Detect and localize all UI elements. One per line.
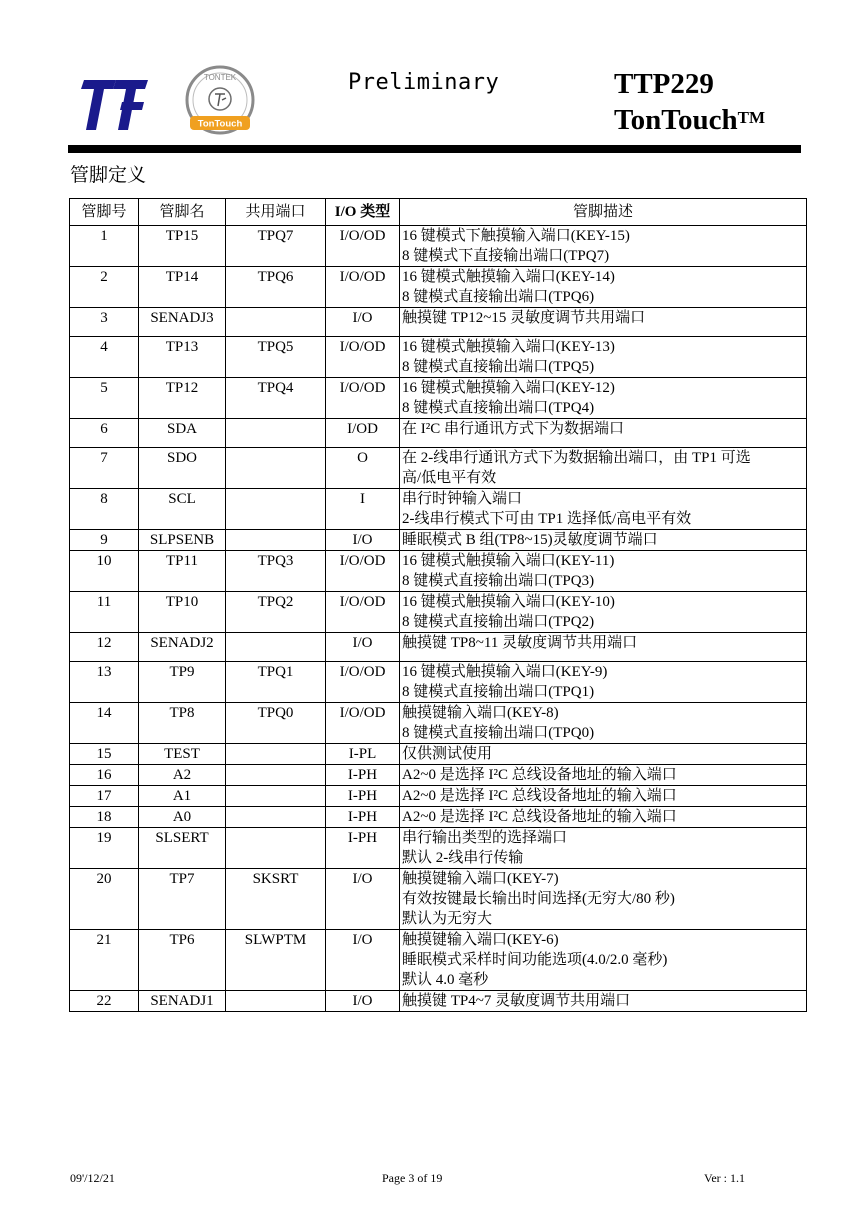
preliminary-label: Preliminary <box>348 70 500 95</box>
table-row <box>70 308 807 337</box>
pin-number-cell: 3 <box>70 308 139 337</box>
header-divider <box>68 145 801 153</box>
io-type-cell: I/O <box>326 308 400 337</box>
shared-port-cell: TPQ6 <box>226 267 326 308</box>
io-type-cell: I/O <box>326 530 400 551</box>
pin-name-cell: TP13 <box>139 337 226 378</box>
description-line: 8 键模式直接输出端口(TPQ2) <box>402 614 595 630</box>
shared-port-cell <box>226 308 326 337</box>
pin-number-cell: 7 <box>70 448 139 489</box>
table-row <box>70 869 807 930</box>
header-shared-port: 共用端口 <box>226 199 326 226</box>
description-cell <box>400 807 807 828</box>
description-line: 串行输出类型的选择端口 <box>402 830 568 846</box>
pin-definition-table <box>69 198 807 1012</box>
table-row <box>70 633 807 662</box>
shared-port-cell: TPQ1 <box>226 662 326 703</box>
table-row <box>70 419 807 448</box>
pin-name-cell: SENADJ1 <box>139 991 226 1012</box>
shared-port-cell <box>226 828 326 869</box>
shared-port-cell <box>226 765 326 786</box>
tontouch-badge-text: TonTouch <box>197 118 243 130</box>
io-type-cell: I/O <box>326 930 400 991</box>
description-cell <box>400 378 807 419</box>
description-cell <box>400 448 807 489</box>
shared-port-cell: TPQ3 <box>226 551 326 592</box>
description-line: 默认 2-线串行传输 <box>402 850 524 866</box>
pin-name-cell: TEST <box>139 744 226 765</box>
shared-port-cell <box>226 786 326 807</box>
table-row <box>70 786 807 807</box>
pin-name-cell: A2 <box>139 765 226 786</box>
description-cell <box>400 337 807 378</box>
description-cell <box>400 489 807 530</box>
description-line: A2~0 是选择 I²C 总线设备地址的输入端口 <box>402 767 677 783</box>
description-cell <box>400 551 807 592</box>
table-row <box>70 703 807 744</box>
product-title <box>614 66 765 138</box>
description-line: 8 键模式直接输出端口(TPQ3) <box>402 573 595 589</box>
io-type-cell: I/O <box>326 869 400 930</box>
footer-page: Page 3 of 19 <box>382 1171 443 1185</box>
description-cell <box>400 869 807 930</box>
description-cell <box>400 786 807 807</box>
description-cell <box>400 419 807 448</box>
description-cell <box>400 226 807 267</box>
description-line: 16 键模式下触摸输入端口(KEY-15) <box>402 228 630 244</box>
product-model: TTP229 <box>614 68 714 100</box>
description-line: 触摸键 TP8~11 灵敏度调节共用端口 <box>402 635 638 651</box>
footer-date: 09'/12/21 <box>70 1171 115 1185</box>
pin-name-cell: TP14 <box>139 267 226 308</box>
io-type-cell: I-PH <box>326 807 400 828</box>
description-cell <box>400 744 807 765</box>
pin-number-cell: 22 <box>70 991 139 1012</box>
shared-port-cell <box>226 807 326 828</box>
pin-name-cell: SENADJ3 <box>139 308 226 337</box>
io-type-cell: I/O/OD <box>326 378 400 419</box>
description-line: 16 键模式触摸输入端口(KEY-10) <box>402 594 615 610</box>
description-line: 在 2-线串行通讯方式下为数据输出端口，由 TP1 可选 <box>402 450 751 466</box>
pin-number-cell: 19 <box>70 828 139 869</box>
product-brand: TonTouch™ <box>614 104 766 136</box>
pin-name-cell: A0 <box>139 807 226 828</box>
description-line: 16 键模式触摸输入端口(KEY-9) <box>402 664 608 680</box>
description-line: 8 键模式直接输出端口(TPQ1) <box>402 684 595 700</box>
io-type-cell: I/O/OD <box>326 337 400 378</box>
header-pin-name: 管脚名 <box>139 199 226 226</box>
header-pin-no: 管脚号 <box>70 199 139 226</box>
io-type-cell: I/O/OD <box>326 551 400 592</box>
io-type-cell: I/O/OD <box>326 267 400 308</box>
row-spacer <box>402 653 803 661</box>
io-type-cell: I/O/OD <box>326 703 400 744</box>
description-line: A2~0 是选择 I²C 总线设备地址的输入端口 <box>402 809 677 825</box>
row-spacer <box>402 439 803 447</box>
pin-name-cell: TP8 <box>139 703 226 744</box>
io-type-cell: I/O/OD <box>326 226 400 267</box>
pin-number-cell: 18 <box>70 807 139 828</box>
description-cell <box>400 530 807 551</box>
table-row <box>70 828 807 869</box>
table-row <box>70 744 807 765</box>
description-line: 串行时钟输入端口 <box>402 491 523 507</box>
table-body <box>70 226 807 1012</box>
description-line: 高/低电平有效 <box>402 470 497 486</box>
pin-number-cell: 21 <box>70 930 139 991</box>
io-type-cell: O <box>326 448 400 489</box>
shared-port-cell <box>226 530 326 551</box>
pin-name-cell: TP9 <box>139 662 226 703</box>
pin-number-cell: 12 <box>70 633 139 662</box>
pin-number-cell: 1 <box>70 226 139 267</box>
description-line: 触摸键输入端口(KEY-8) <box>402 705 559 721</box>
pin-name-cell: A1 <box>139 786 226 807</box>
table-row <box>70 267 807 308</box>
io-type-cell: I/O <box>326 633 400 662</box>
pin-number-cell: 13 <box>70 662 139 703</box>
shared-port-cell: TPQ2 <box>226 592 326 633</box>
table-row <box>70 765 807 786</box>
shared-port-cell <box>226 633 326 662</box>
io-type-cell: I/O <box>326 991 400 1012</box>
table-header-row <box>70 199 807 226</box>
table-row <box>70 592 807 633</box>
pin-number-cell: 6 <box>70 419 139 448</box>
table-row <box>70 448 807 489</box>
pin-name-cell: SLSERT <box>139 828 226 869</box>
header-io-type: I/O 类型 <box>326 199 400 226</box>
shared-port-cell: SLWPTM <box>226 930 326 991</box>
description-line: 16 键模式触摸输入端口(KEY-14) <box>402 269 615 285</box>
table-row <box>70 807 807 828</box>
description-line: 在 I²C 串行通讯方式下为数据端口 <box>402 421 624 437</box>
table-row <box>70 991 807 1012</box>
pin-name-cell: TP11 <box>139 551 226 592</box>
table-row <box>70 226 807 267</box>
pin-name-cell: SDO <box>139 448 226 489</box>
io-type-cell: I/OD <box>326 419 400 448</box>
description-line: 默认 4.0 毫秒 <box>402 972 489 988</box>
shared-port-cell <box>226 419 326 448</box>
io-type-cell: I-PL <box>326 744 400 765</box>
description-line: 有效按键最长输出时间选择(无穷大/80 秒) <box>402 891 675 907</box>
pin-name-cell: TP12 <box>139 378 226 419</box>
pin-number-cell: 4 <box>70 337 139 378</box>
description-cell <box>400 765 807 786</box>
description-cell <box>400 633 807 662</box>
shared-port-cell: SKSRT <box>226 869 326 930</box>
trademark-mark: TM <box>737 108 766 127</box>
io-type-cell: I/O/OD <box>326 662 400 703</box>
description-line: 触摸键 TP12~15 灵敏度调节共用端口 <box>402 310 646 326</box>
shared-port-cell: TPQ0 <box>226 703 326 744</box>
io-type-cell: I/O/OD <box>326 592 400 633</box>
table-row <box>70 378 807 419</box>
section-title: 管脚定义 <box>70 165 147 186</box>
tontouch-badge-logo <box>184 64 256 136</box>
shared-port-cell: TPQ5 <box>226 337 326 378</box>
description-line: 睡眠模式 B 组(TP8~15)灵敏度调节端口 <box>402 532 658 548</box>
pin-number-cell: 5 <box>70 378 139 419</box>
pin-name-cell: TP10 <box>139 592 226 633</box>
description-line: 8 键模式直接输出端口(TPQ0) <box>402 725 595 741</box>
pin-number-cell: 8 <box>70 489 139 530</box>
description-cell <box>400 991 807 1012</box>
row-spacer <box>402 328 803 336</box>
description-cell <box>400 662 807 703</box>
io-type-cell: I-PH <box>326 786 400 807</box>
tontek-logo-text: TONTEK <box>203 73 237 82</box>
description-cell <box>400 267 807 308</box>
description-cell <box>400 308 807 337</box>
pin-name-cell: SCL <box>139 489 226 530</box>
io-type-cell: I-PH <box>326 828 400 869</box>
pin-number-cell: 10 <box>70 551 139 592</box>
description-line: A2~0 是选择 I²C 总线设备地址的输入端口 <box>402 788 677 804</box>
pin-number-cell: 9 <box>70 530 139 551</box>
description-line: 16 键模式触摸输入端口(KEY-11) <box>402 553 615 569</box>
pin-number-cell: 14 <box>70 703 139 744</box>
pin-number-cell: 15 <box>70 744 139 765</box>
description-line: 睡眠模式采样时间功能选项(4.0/2.0 毫秒) <box>402 952 668 968</box>
pin-number-cell: 17 <box>70 786 139 807</box>
description-cell <box>400 930 807 991</box>
pin-name-cell: TP15 <box>139 226 226 267</box>
pin-name-cell: TP7 <box>139 869 226 930</box>
shared-port-cell <box>226 744 326 765</box>
description-line: 默认为无穷大 <box>402 911 493 927</box>
io-type-cell: I-PH <box>326 765 400 786</box>
pin-name-cell: SDA <box>139 419 226 448</box>
shared-port-cell: TPQ7 <box>226 226 326 267</box>
table-row <box>70 530 807 551</box>
description-line: 2-线串行模式下可由 TP1 选择低/高电平有效 <box>402 511 692 527</box>
description-line: 仅供测试使用 <box>402 746 493 762</box>
pin-number-cell: 2 <box>70 267 139 308</box>
description-line: 触摸键 TP4~7 灵敏度调节共用端口 <box>402 993 631 1009</box>
description-line: 8 键模式直接输出端口(TPQ4) <box>402 400 595 416</box>
description-line: 8 键模式直接输出端口(TPQ6) <box>402 289 595 305</box>
shared-port-cell <box>226 489 326 530</box>
table-row <box>70 930 807 991</box>
description-line: 16 键模式触摸输入端口(KEY-12) <box>402 380 615 396</box>
description-cell <box>400 828 807 869</box>
description-line: 触摸键输入端口(KEY-6) <box>402 932 559 948</box>
shared-port-cell <box>226 991 326 1012</box>
table-row <box>70 489 807 530</box>
shared-port-cell <box>226 448 326 489</box>
pin-number-cell: 16 <box>70 765 139 786</box>
pin-number-cell: 20 <box>70 869 139 930</box>
table-row <box>70 551 807 592</box>
pin-number-cell: 11 <box>70 592 139 633</box>
tontek-tt-logo <box>78 80 150 130</box>
table-row <box>70 662 807 703</box>
shared-port-cell: TPQ4 <box>226 378 326 419</box>
description-cell <box>400 703 807 744</box>
io-type-cell: I <box>326 489 400 530</box>
pin-name-cell: SLPSENB <box>139 530 226 551</box>
description-line: 8 键模式下直接输出端口(TPQ7) <box>402 248 610 264</box>
description-line: 16 键模式触摸输入端口(KEY-13) <box>402 339 615 355</box>
footer-version: Ver : 1.1 <box>704 1171 745 1185</box>
table-row <box>70 337 807 378</box>
pin-name-cell: SENADJ2 <box>139 633 226 662</box>
description-cell <box>400 592 807 633</box>
description-line: 触摸键输入端口(KEY-7) <box>402 871 559 887</box>
pin-name-cell: TP6 <box>139 930 226 991</box>
header-description: 管脚描述 <box>400 199 807 226</box>
description-line: 8 键模式直接输出端口(TPQ5) <box>402 359 595 375</box>
